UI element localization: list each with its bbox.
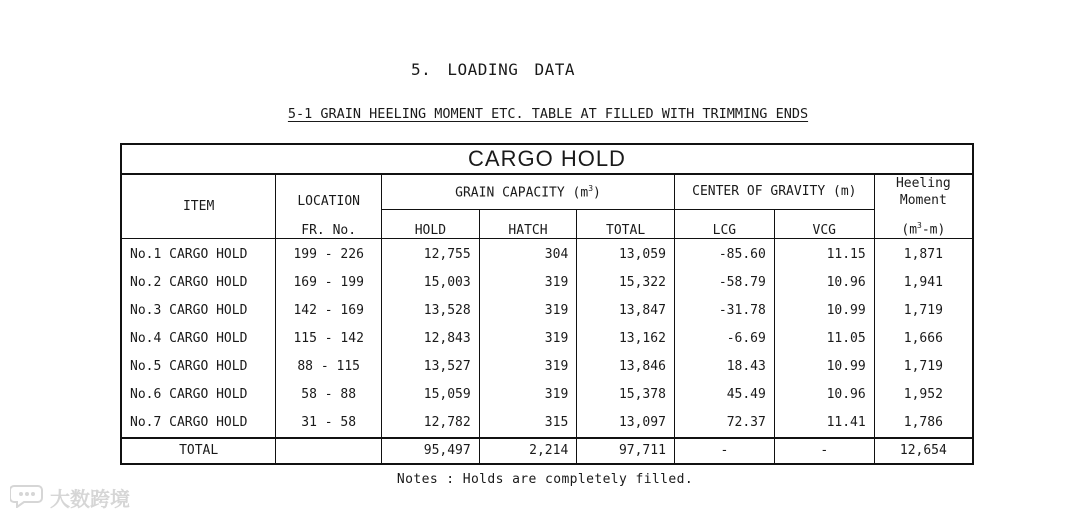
cell-heeling: 1,952	[874, 381, 973, 409]
cell-total: 15,322	[577, 269, 675, 297]
total-row	[121, 438, 973, 464]
cell-lcg: -58.79	[674, 269, 774, 297]
cell-total-total: 97,711	[577, 438, 675, 464]
cell-item: No.3 CARGO HOLD	[121, 297, 276, 325]
table-row	[121, 353, 973, 381]
header-lcg: LCG	[674, 209, 774, 238]
cargo-hold-table	[120, 143, 974, 465]
table-row	[121, 269, 973, 297]
cell-total: 13,847	[577, 297, 675, 325]
cell-vcg: 11.15	[774, 238, 874, 269]
cell-heeling: 1,941	[874, 269, 973, 297]
table-row	[121, 409, 973, 438]
header-heeling-moment	[874, 174, 973, 209]
cell-location: 169 - 199	[276, 269, 382, 297]
cell-vcg: 10.99	[774, 297, 874, 325]
cell-heeling: 1,719	[874, 353, 973, 381]
cell-location: 199 - 226	[276, 238, 382, 269]
cell-total: 13,162	[577, 325, 675, 353]
cell-hold: 13,527	[382, 353, 480, 381]
watermark	[10, 482, 130, 513]
header-hatch: HATCH	[479, 209, 577, 238]
cell-item: No.5 CARGO HOLD	[121, 353, 276, 381]
cell-hatch: 319	[479, 353, 577, 381]
cell-hatch: 319	[479, 297, 577, 325]
cell-hatch: 319	[479, 325, 577, 353]
header-center-of-gravity: CENTER OF GRAVITY (m)	[674, 174, 874, 209]
cell-total: 15,378	[577, 381, 675, 409]
cell-location: 31 - 58	[276, 409, 382, 438]
cell-hatch: 315	[479, 409, 577, 438]
table-row	[121, 381, 973, 409]
header-vcg: VCG	[774, 209, 874, 238]
cell-hold: 15,003	[382, 269, 480, 297]
chat-bubble-icon	[10, 482, 46, 513]
header-heeling: Heeling	[895, 176, 951, 191]
cell-hold: 13,528	[382, 297, 480, 325]
cell-item: No.1 CARGO HOLD	[121, 238, 276, 269]
cell-location: 58 - 88	[276, 381, 382, 409]
table-row	[121, 238, 973, 269]
watermark-text: 大数跨境	[50, 487, 130, 511]
cell-item: No.2 CARGO HOLD	[121, 269, 276, 297]
cell-total: 13,059	[577, 238, 675, 269]
cell-location: 142 - 169	[276, 297, 382, 325]
cell-total-hold: 95,497	[382, 438, 480, 464]
cell-total-lcg: -	[674, 438, 774, 464]
cell-item: No.7 CARGO HOLD	[121, 409, 276, 438]
header-moment: Moment	[899, 193, 947, 208]
cell-total: 13,846	[577, 353, 675, 381]
cell-hold: 12,755	[382, 238, 480, 269]
cell-heeling: 1,871	[874, 238, 973, 269]
header-moment-unit: $(m^3-m)$	[874, 209, 973, 238]
header-grain-capacity: GRAIN CAPACITY $(m^3)$	[382, 174, 675, 209]
cell-vcg: 10.99	[774, 353, 874, 381]
table-title: CARGO HOLD	[121, 144, 973, 174]
cell-vcg: 10.96	[774, 381, 874, 409]
cell-lcg: 45.49	[674, 381, 774, 409]
cell-lcg: 72.37	[674, 409, 774, 438]
header-fr-no: FR. No.	[276, 209, 382, 238]
table-row	[121, 325, 973, 353]
table-notes: Notes : Holds are completely filled.	[396, 472, 694, 487]
cell-vcg: 11.05	[774, 325, 874, 353]
table-row	[121, 297, 973, 325]
cell-hatch: 319	[479, 269, 577, 297]
cell-hatch: 319	[479, 381, 577, 409]
cell-total-hatch: 2,214	[479, 438, 577, 464]
cell-heeling: 1,666	[874, 325, 973, 353]
cell-total: 13,097	[577, 409, 675, 438]
cell-heeling: 1,719	[874, 297, 973, 325]
cell-total-label: TOTAL	[121, 438, 276, 464]
header-hold: HOLD	[382, 209, 480, 238]
cell-hatch: 304	[479, 238, 577, 269]
section-heading: 5. LOADING DATA	[411, 60, 575, 79]
header-item: ITEM	[121, 174, 276, 238]
cell-lcg: 18.43	[674, 353, 774, 381]
section-subheading: 5-1 GRAIN HEELING MOMENT ETC. TABLE AT FILLED WITH TRIMMING ENDS	[287, 106, 809, 122]
cell-lcg: -85.60	[674, 238, 774, 269]
header-total: TOTAL	[577, 209, 675, 238]
cell-heeling: 1,786	[874, 409, 973, 438]
cell-lcg: -31.78	[674, 297, 774, 325]
cell-location: 115 - 142	[276, 325, 382, 353]
cell-total-heeling: 12,654	[874, 438, 973, 464]
cell-lcg: -6.69	[674, 325, 774, 353]
cell-total-vcg: -	[774, 438, 874, 464]
cell-item: No.4 CARGO HOLD	[121, 325, 276, 353]
cell-vcg: 10.96	[774, 269, 874, 297]
cell-hold: 12,843	[382, 325, 480, 353]
cell-hold: 12,782	[382, 409, 480, 438]
header-location: LOCATION	[276, 174, 382, 209]
cell-vcg: 11.41	[774, 409, 874, 438]
cell-hold: 15,059	[382, 381, 480, 409]
cell-item: No.6 CARGO HOLD	[121, 381, 276, 409]
cell-total-location	[276, 438, 382, 464]
cell-location: 88 - 115	[276, 353, 382, 381]
